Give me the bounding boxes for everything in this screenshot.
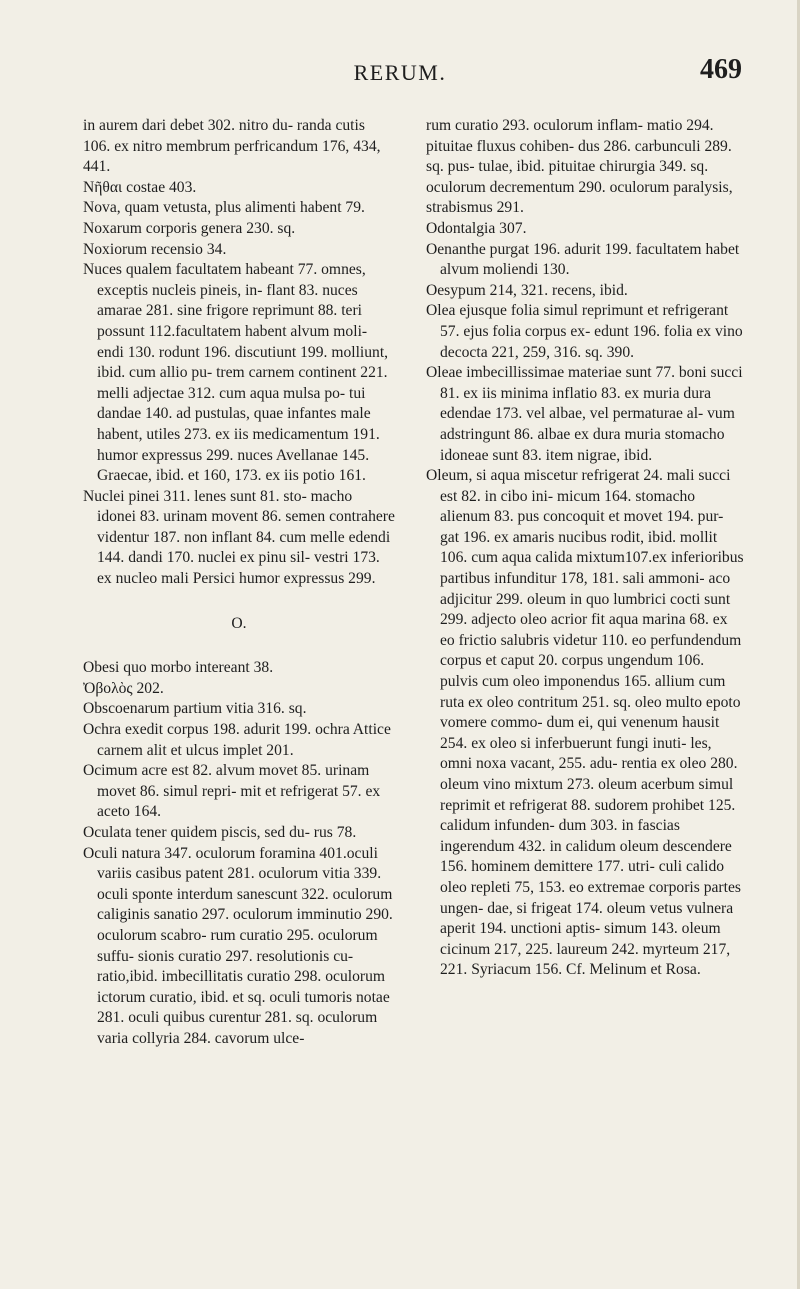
index-entry: Oculi natura 347. oculorum foramina 401.oculi variis casibus patent 281. oculorum vitia 339. oculi sponte interdum sanescunt 322. oculorum caliginis sanatio 297. oculorum imminutio 290. oculorum scabro- rum curatio 295. oculorum suffu- sionis curatio 297. resolutionis cu- ratio,ibid. imbecillitatis curatio 298. oculorum ictorum curatio, ibid. et sq. oculi tumoris notae 281. oculi quibus curentur 281. sq. oculorum varia collyria 284. cavorum ulce-: [83, 844, 393, 1047]
index-entry: Noxarum corporis genera 230. sq.: [83, 219, 296, 237]
section-letter: O.: [231, 614, 247, 632]
index-entry: Noxiorum recensio 34.: [83, 240, 227, 258]
index-entry: Oleum, si aqua miscetur refrigerat 24. mali succi est 82. in cibo ini- micum 164. stomacho alienum 83. pus concoquit et movet 194. pur- gat 196. ex amaris nucibus rodit, ibid. mollit 106. cum aqua calida mixtum107.ex inferioribus partibus infunditur 178, 181. sali ammoni- aco adjicitur 299. oleum in quo lumbrici cocti sunt 299. adjecto oleo acrior fit aqua marina 68. ex eo frictio salubris videtur 110. eo perfundendum corpus et caput 20. corpus ungendum 106. pulvis cum oleo imponendus 165. allium cum ruta ex oleo contritum 251. sq. oleo multo epoto vomere commo- dum ei, qui venenum hausit 254. ex oleo si inferbuerunt fungi inuti- les, omni noxa vacant, 255. adu- rentia ex oleo 280. oleum vino mixtum 273. oleum acerbum simul reprimit et refrigerat 88. sudorem prohibet 125. calidum infunden- dum 303. in fascias ingerendum 432. in calidum oleum descendere 156. hominem demittere 177. utri- culi calido oleo repleti 75, 153. eo extremae corporis partes ungen- dae, si frigeat 174. oleum vetus vulnera aperit 194. unctioni aptis- simum 143. oleum cicinum 217, 225. laureum 242. myrteum 217, 221. Syriacum 156. Cf. Melinum et Rosa.: [426, 467, 744, 979]
index-entry: Oculata tener quidem piscis, sed du- rus 78.: [83, 824, 357, 841]
index-entry: Ochra exedit corpus 198. adurit 199. ochra Attice carnem alit et ulcus implet 201.: [83, 721, 391, 759]
index-entry: Oenanthe purgat 196. adurit 199. facultatem habet alvum moliendi 130.: [426, 240, 740, 279]
continued-text: rum curatio 293. oculorum inflam- matio 294. pituitae fluxus cohiben- dus 286. carbunculi 289. sq. pus- tulae, ibid. pituitae chirurgia 349. sq. oculorum decrementum 290. oculorum paralysis, strabismus 291.: [426, 117, 733, 217]
index-entry: Obscoenarum partium vitia 316. sq.: [83, 700, 307, 718]
index-entry: Nova, quam vetusta, plus alimenti habent 79.: [83, 199, 365, 217]
index-entry: Ocimum acre est 82. alvum movet 85. urinam movet 86. simul repri- mit et refrigerat 57. ex aceto 164.: [83, 762, 381, 821]
index-entry: Oleae imbecillissimae materiae sunt 77. boni succi 81. ex iis minima inflatio 83. ex muria dura edendae 173. vel albae, vel permaturae al- vum adstringunt 86. albae ex dura muria stomacho idoneae sunt 83. item nigrae, ibid.: [426, 364, 743, 464]
index-entry: Nuclei pinei 311. lenes sunt 81. sto- macho idonei 83. urinam movent 86. semen contrahere videntur 187. non inflant 84. cum melle edendi 144. dandi 170. nuclei ex pinu sil- vestri 173. ex nucleo mali Persici humor expressus 299.: [83, 487, 395, 588]
index-entry: Νῆθαι costae 403.: [83, 178, 197, 196]
index-entry: Odontalgia 307.: [426, 219, 527, 237]
index-entry: Obesi quo morbo intereant 38.: [83, 659, 274, 677]
page-number: 469: [700, 54, 742, 85]
index-entry: Nuces qualem facultatem habeant 77. omnes, exceptis nucleis pineis, in- flant 83. nuces amarae 281. sine frigore reprimunt 88. teri possunt 112.facultatem habent alvum moli- endi 130. rodunt 196. discutiunt 199. molliunt, ibid. cum allio pu- trem carnem continent 221. melli adjectae 312. cum aqua mulsa po- tui dandae 140. ad pustulas, quae infantes male habent, utiles 273. ex iis medicamentum 191. humor expressus 299. nuces Avellanae 145. Graecae, ibid. et 160, 173. ex iis potio 161.: [83, 261, 389, 485]
index-entry: Olea ejusque folia simul reprimunt et refrigerant 57. ejus folia corpus ex- edunt 196. folia ex vino decocta 221, 259, 316. sq. 390.: [426, 302, 743, 361]
running-title: RERUM.: [353, 60, 447, 85]
left-column: [83, 116, 395, 1050]
index-entry: Oesypum 214, 321. recens, ibid.: [426, 281, 628, 299]
index-entry: Ὀβολὸς 202.: [83, 679, 164, 697]
continued-text: in aurem dari debet 302. nitro du- randa cutis 106. ex nitro membrum perfricandum 176, 434, 441.: [83, 117, 381, 176]
right-column: [426, 116, 744, 981]
